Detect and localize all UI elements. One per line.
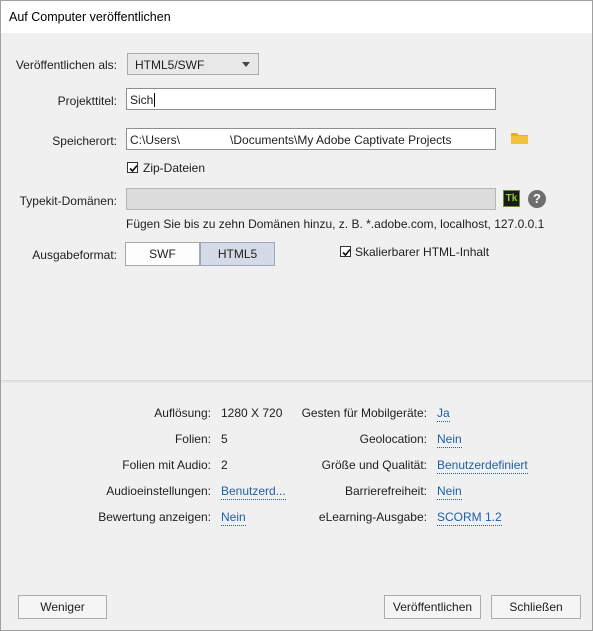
publish-button[interactable]: Veröffentlichen — [384, 595, 481, 619]
info-label-mobile-gestures: Gesten für Mobilgeräte: — [301, 406, 427, 420]
output-format-html5[interactable]: HTML5 — [200, 242, 275, 266]
project-title-input[interactable] — [126, 88, 496, 110]
typekit-domains-input — [126, 188, 496, 210]
scalable-html-checkbox[interactable] — [340, 246, 351, 257]
info-label-geolocation: Geolocation: — [359, 432, 427, 446]
info-value-resolution: 1280 X 720 — [221, 406, 283, 420]
less-button[interactable]: Weniger — [18, 595, 107, 619]
info-label-slides-audio: Folien mit Audio: — [122, 458, 211, 472]
location-value-suffix: \Documents\My Adobe Captivate Projects — [230, 133, 452, 147]
info-link-audio-settings[interactable]: Benutzerd... — [221, 484, 286, 498]
typekit-label: Typekit-Domänen: — [19, 194, 117, 208]
zip-files-label: Zip-Dateien — [143, 161, 206, 175]
project-title-value: Sich — [130, 93, 154, 107]
info-label-audio-settings: Audioeinstellungen: — [106, 484, 211, 498]
info-link-size-quality[interactable]: Benutzerdefiniert — [437, 458, 528, 472]
help-icon[interactable]: ? — [528, 190, 546, 208]
output-format-swf[interactable]: SWF — [125, 242, 200, 266]
publish-format-dropdown[interactable] — [127, 53, 259, 75]
info-link-accessibility[interactable]: Nein — [437, 484, 462, 498]
info-link-show-rating[interactable]: Nein — [221, 510, 246, 524]
title-bar — [1, 1, 592, 33]
close-button[interactable]: Schließen — [491, 595, 581, 619]
publish-as-label: Veröffentlichen als: — [15, 58, 117, 72]
info-label-slides: Folien: — [174, 432, 211, 446]
info-link-geolocation[interactable]: Nein — [437, 432, 462, 446]
output-format-label: Ausgabeformat: — [32, 248, 117, 262]
project-title-label: Projekttitel: — [57, 94, 117, 108]
location-input[interactable] — [126, 128, 496, 150]
info-link-elearning-output[interactable]: SCORM 1.2 — [437, 510, 502, 524]
location-label: Speicherort: — [52, 134, 117, 148]
section-divider — [1, 380, 592, 383]
typekit-icon[interactable]: Tk — [503, 190, 520, 207]
info-label-show-rating: Bewertung anzeigen: — [98, 510, 211, 524]
info-value-slides-audio: 2 — [221, 458, 228, 472]
scalable-html-label: Skalierbarer HTML-Inhalt — [355, 245, 490, 259]
location-value-prefix: C:\Users\ — [130, 133, 181, 147]
chevron-down-icon — [242, 62, 250, 67]
info-link-mobile-gestures[interactable]: Ja — [437, 406, 450, 420]
info-value-slides: 5 — [221, 432, 228, 446]
typekit-hint: Fügen Sie bis zu zehn Domänen hinzu, z. B. *.adobe.com, localhost, 127.0.0.1 — [126, 217, 545, 231]
zip-files-checkbox[interactable] — [127, 162, 138, 173]
window-title: Auf Computer veröffentlichen — [9, 10, 171, 24]
folder-icon[interactable] — [511, 131, 528, 145]
info-label-size-quality: Größe und Qualität: — [321, 458, 427, 472]
info-label-elearning-output: eLearning-Ausgabe: — [318, 510, 427, 524]
info-label-resolution: Auflösung: — [154, 406, 211, 420]
redacted-username — [181, 133, 229, 146]
publish-format-value: HTML5/SWF — [135, 58, 205, 72]
info-label-accessibility: Barrierefreiheit: — [344, 484, 427, 498]
